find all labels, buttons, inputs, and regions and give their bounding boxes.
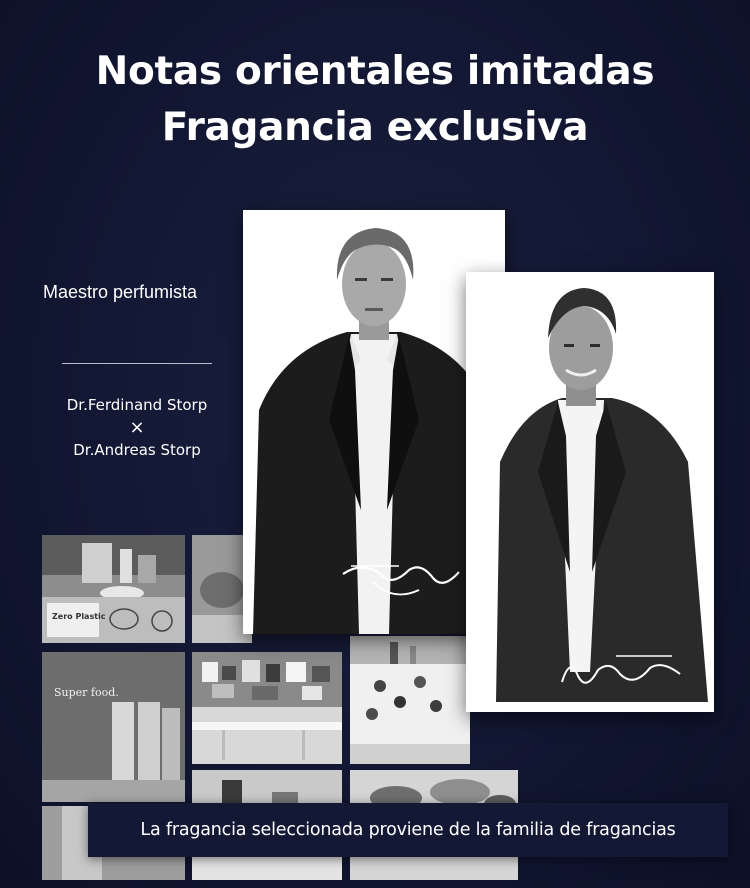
- perfumer-name-1: Dr.Ferdinand Storp: [66, 396, 208, 414]
- banner-text: La fragancia seleccionada proviene de la familia de fragancias: [140, 820, 676, 840]
- page-headline: [0, 44, 750, 156]
- perfumer-names: [62, 394, 212, 462]
- collage-photo-zero-plastic: [42, 535, 185, 643]
- collaboration-separator: ×: [129, 417, 145, 438]
- svg-text:Zero Plastic: Zero Plastic: [52, 612, 106, 621]
- headline-line-1: Notas orientales imitadas: [95, 49, 655, 94]
- perfumer-name-2: Dr.Andreas Storp: [73, 441, 201, 459]
- headline-line-2: Fragancia exclusiva: [161, 105, 589, 150]
- role-label: Maestro perfumista: [43, 282, 198, 302]
- collage-photo-moodboard: [192, 652, 342, 764]
- collage-photo-superfood: [42, 652, 185, 802]
- collage-photo-ingredients-table: [350, 636, 470, 764]
- divider-line: [62, 363, 212, 364]
- svg-text:Super food.: Super food.: [54, 686, 119, 699]
- portrait-andreas-storp: [466, 272, 714, 712]
- bottom-caption-banner: [88, 803, 728, 857]
